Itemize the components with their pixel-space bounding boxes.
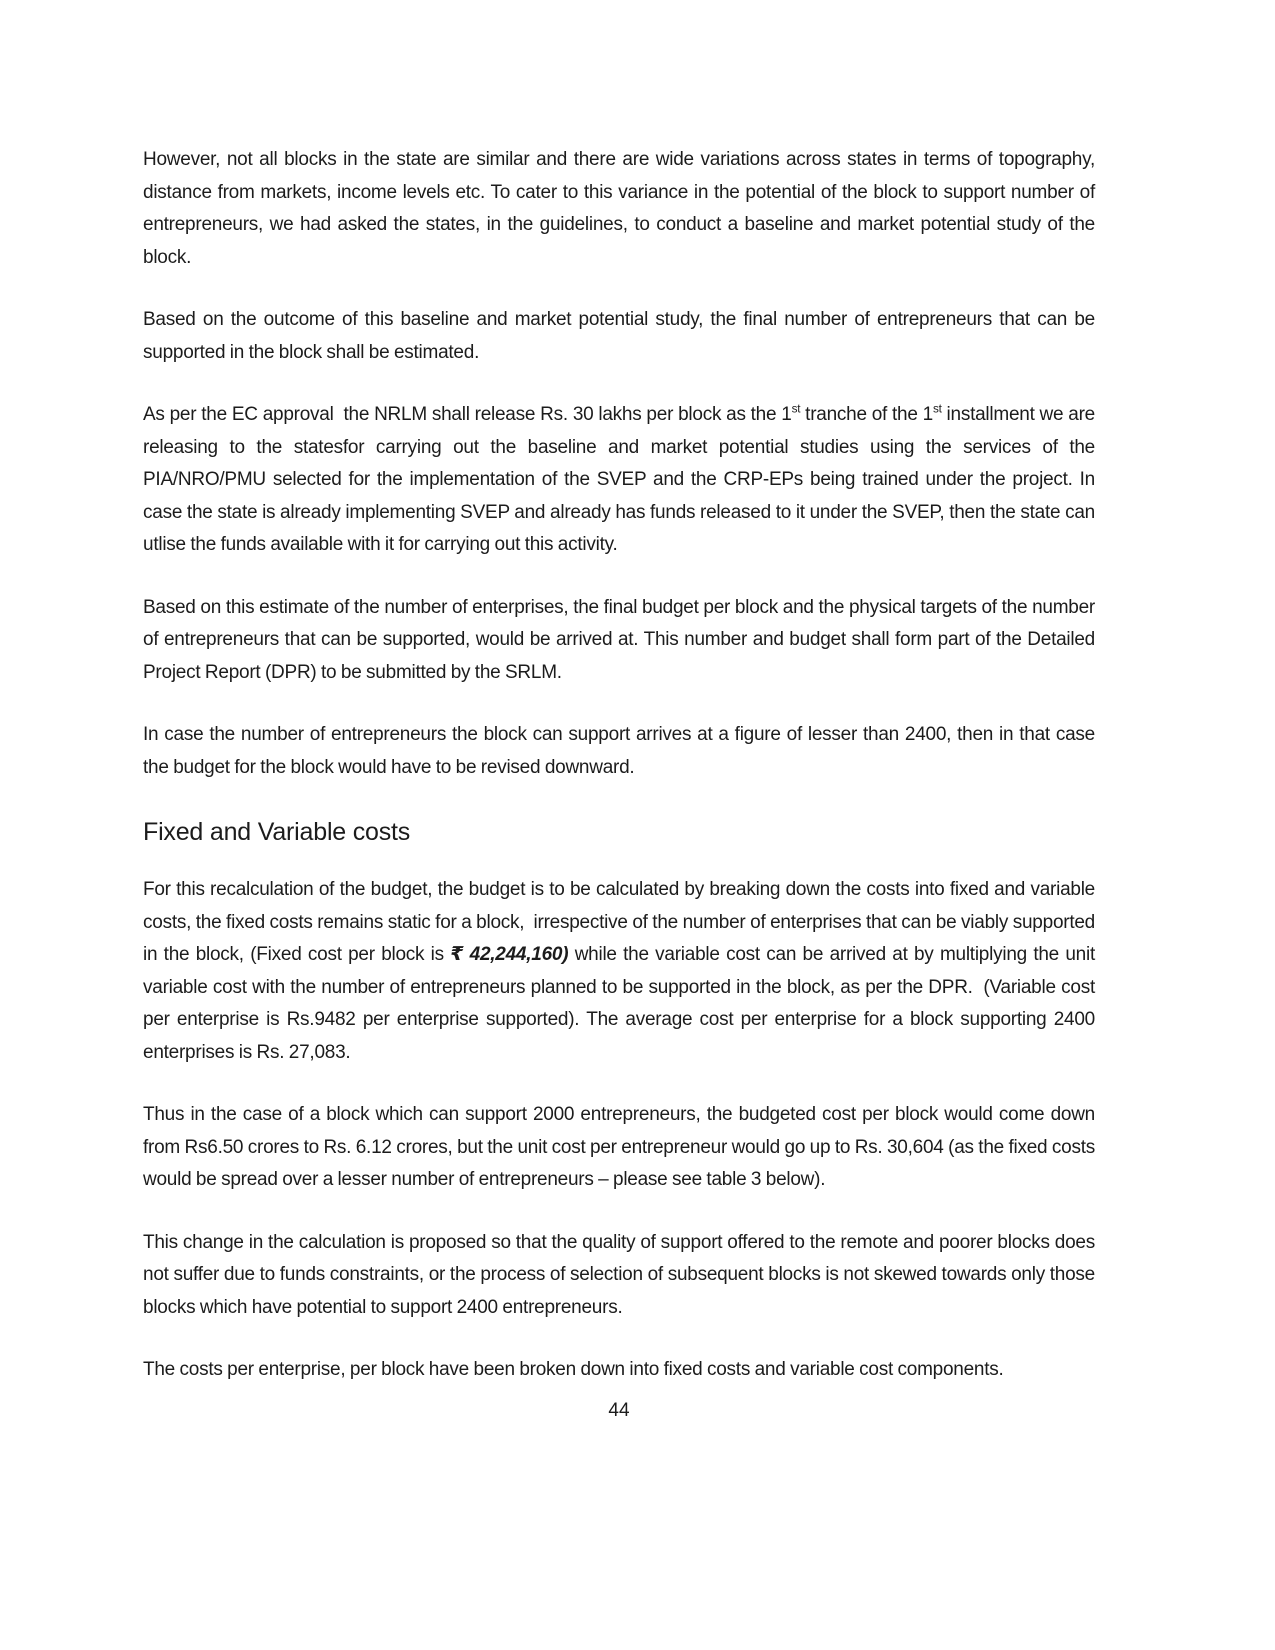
paragraph-baseline-outcome: Based on the outcome of this baseline and market potential study, the final number of entrepreneurs that can be supported in the block shall be estimated. <box>143 309 1100 363</box>
paragraph-calculation-change-rationale: This change in the calculation is proposed so that the quality of support offered to the remote and poorer blocks does not suffer due to funds constraints, or the process of selection of subsequent blocks is not skewed towards only those blocks which have potential to support 2400 entrepreneurs. <box>143 1231 1100 1318</box>
paragraph-ec-approval-run: tranche of the 1 <box>800 404 933 425</box>
text-column <box>143 0 1100 1427</box>
paragraph-fixed-variable-breakdown <box>143 874 1100 1069</box>
paragraph-fixed-variable-run: while the variable cost can be arrived at by multiplying the unit variable cost with the number of entrepreneurs planned to be supported in the block, as per the DPR. (Variable cost per enterprise is Rs.9482 per enterprise supported). The average cost per enterprise for a block supporting 2400 enterprises is Rs. 27,083. <box>143 944 1100 1063</box>
paragraph-lesser-than-2400: In case the number of entrepreneurs the block can support arrives at a figure of lesser than 2400, then in that case the budget for the block would have to be revised downward. <box>143 724 1100 778</box>
paragraph-fixed-variable-run: For this recalculation of the budget, the budget is to be calculated by breaking down the costs into fixed and variable costs, the fixed costs remains static for a block, irrespective of the number of enterprises that can be viably supported in the block, (Fixed cost per block is <box>143 879 1100 965</box>
superscript-st: st <box>932 402 942 416</box>
paragraph-ec-approval <box>143 399 1100 562</box>
paragraph-block-variations: However, not all blocks in the state are similar and there are wide variations across states in terms of topography, distance from markets, income levels etc. To cater to this variance in the potential of the block to support number of entrepreneurs, we had asked the states, in the guidelines, to conduct a baseline and market potential study of the block. <box>143 149 1100 268</box>
fixed-cost-value: ₹ 42,244,160) <box>450 944 569 965</box>
section-heading-fixed-variable-costs: Fixed and Variable costs <box>143 818 411 846</box>
paragraph-budget-estimate-dpr: Based on this estimate of the number of enterprises, the final budget per block and the physical targets of the number of entrepreneurs that can be supported, would be arrived at. This number and budget shall form part of the Detailed Project Report (DPR) to be submitted by the SRLM. <box>143 596 1100 683</box>
superscript-st: st <box>791 402 801 416</box>
page-number: 44 <box>608 1399 630 1421</box>
paragraph-2000-entrepreneurs-example: Thus in the case of a block which can support 2000 entrepreneurs, the budgeted cost per block would come down from Rs6.50 crores to Rs. 6.12 crores, but the unit cost per entrepreneur would go up to Rs. 30,604 (as the fixed costs would be spread over a lesser number of entrepreneurs – please see table 3 below). <box>143 1104 1100 1190</box>
paragraph-costs-breakdown-summary: The costs per enterprise, per block have been broken down into fixed costs and variable cost components. <box>143 1359 1004 1380</box>
paragraph-ec-approval-run: installment we are releasing to the statesfor carrying out the baseline and market potential studies using the services of the PIA/NRO/PMU selected for the implementation of the SVEP and the CRP-EPs being trained under the project. In case the state is already implementing SVEP and already has funds released to it under the SVEP, then the state can utlise the funds available with it for carrying out this activity. <box>143 404 1100 555</box>
paragraph-ec-approval-run: As per the EC approval the NRLM shall release Rs. 30 lakhs per block as the 1 <box>143 404 792 425</box>
